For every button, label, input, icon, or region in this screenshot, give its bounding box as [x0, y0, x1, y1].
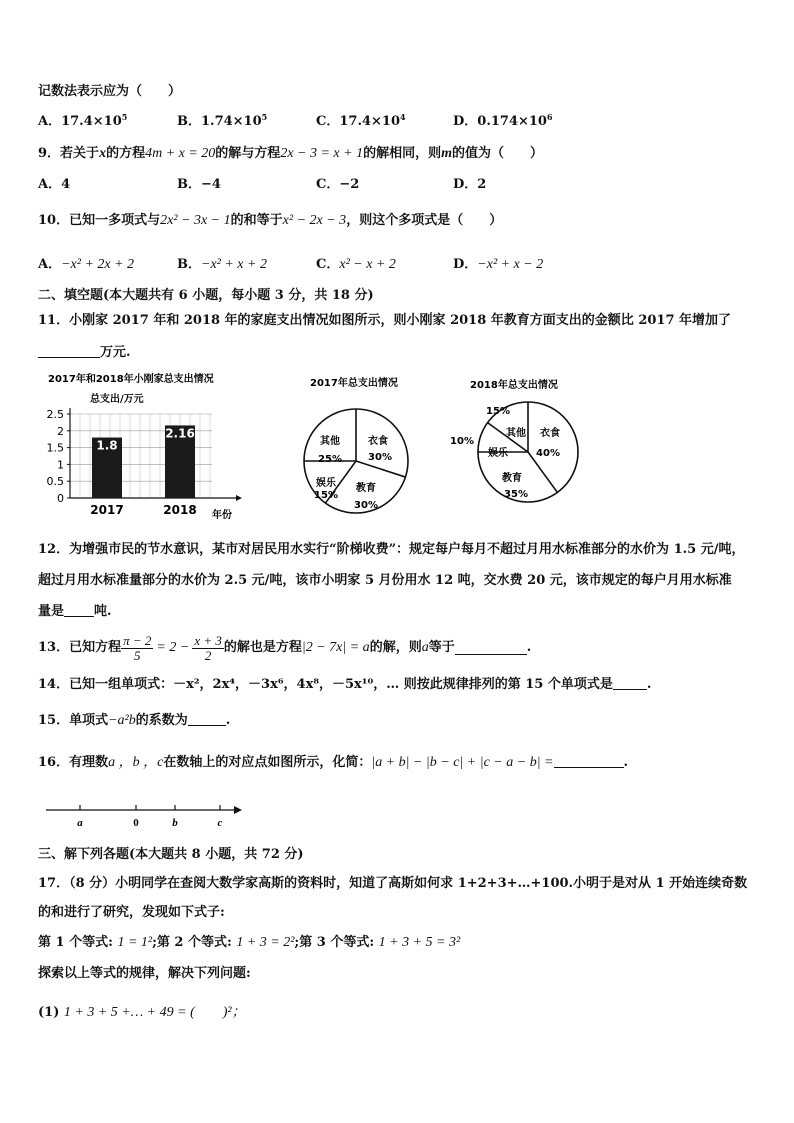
q10-option-b[interactable]: B．−x² + x + 2 [177, 257, 267, 272]
bar-category-label: 2018 [163, 503, 197, 517]
q8-option-d[interactable]: D．$0.174\times 10^6$ [453, 112, 553, 129]
bar-ytick-label: 0.5 [46, 475, 64, 489]
q12-answer-blank[interactable] [64, 604, 94, 617]
pie-slice-pct: 40% [536, 448, 560, 459]
q16-answer-blank[interactable] [554, 755, 624, 768]
q17-line4: 探索以上等式的规律，解决下列问题: [38, 966, 251, 981]
q15-answer-blank[interactable] [188, 713, 226, 726]
bar-ytick-label: 0 [57, 492, 64, 505]
pie-slice-name: 娱乐 [488, 448, 508, 459]
pie-slice-name: 衣食 [368, 436, 388, 447]
bar-ytick-label: 1.5 [46, 441, 64, 455]
q13-stem: 13． 已知方程 $\frac{\pi - 2}{5}$ = 2 − $\frac{x + 3}{2}$ 的解也是方程 |2 − 7x| = a 的解，则 a 等于 . [38, 632, 532, 663]
q17-sub1: (1) 1 + 3 + 5 +… + 49 = ( )²； [38, 1005, 246, 1020]
q8-option-b[interactable]: B．$1.74\times 10^5$ [177, 112, 268, 129]
pie-slice-name: 教育 [502, 473, 522, 484]
bar-ytick-label: 2 [57, 424, 64, 438]
bar-chart-title: 2017年和2018年小刚家总支出情况 [48, 374, 214, 385]
bar-ytick-label: 2.5 [46, 408, 64, 421]
section-2-heading: 二、填空题(本大题共有 6 小题，每小题 3 分，共 18 分) [38, 288, 374, 303]
q14-answer-blank[interactable] [613, 677, 647, 690]
pie-slice-name: 教育 [356, 483, 376, 494]
number-line-label-b: b [172, 817, 178, 829]
q17-equations: 第 1 个等式: 1 = 1²;第 2 个等式: 1 + 3 = 2²;第 3 个等式: 1 + 3 + 5 = 3² [38, 935, 461, 950]
q10-option-a[interactable]: A．−x² + 2x + 2 [38, 257, 135, 272]
bar-chart-xlabel: 年份 [212, 510, 232, 520]
q17-line1: 17．（8 分）小明同学在查阅大数学家高斯的资料时，知道了高斯如何求 1+2+3+…+100.小明于是对从 1 开始连续奇数 [38, 876, 748, 891]
pie-slice-pct: 30% [368, 452, 392, 463]
q10-option-d[interactable]: D．−x² + x − 2 [453, 257, 544, 272]
number-line [44, 800, 244, 830]
q9-option-d[interactable]: D．2 [453, 177, 487, 192]
q10-option-c[interactable]: C．x² − x + 2 [316, 257, 396, 272]
pie-2018-title: 2018年总支出情况 [470, 380, 558, 391]
q16-stem: 16．有理数a ，b ，c在数轴上的对应点如图所示，化简：|a + b| − |b − c| + |c − a − b| = . [38, 755, 629, 770]
pie-chart-2017 [298, 372, 418, 522]
bar-chart [40, 368, 265, 520]
bar-category-label: 2017 [90, 503, 124, 517]
x-axis-arrow-icon [236, 495, 242, 501]
q9-option-b[interactable]: B．−4 [177, 177, 221, 192]
pie-slice-pct: 30% [354, 500, 378, 511]
bar-chart-ylabel: 总支出/万元 [90, 394, 144, 405]
q15-stem: 15．单项式−a²b的系数为 . [38, 713, 231, 728]
number-line-label-a: a [77, 817, 83, 829]
q12-line1: 12．为增强市民的节水意识，某市对居民用水实行“阶梯收费”：规定每户每月不超过月用水标准部分的水价为 1.5 元/吨， [38, 542, 745, 557]
pie-slice-name: 衣食 [540, 428, 560, 439]
q8-option-c[interactable]: C．$17.4\times 10^4$ [316, 112, 406, 129]
pie-chart-2018 [450, 374, 585, 522]
q12-line2: 超过月用水标准量部分的水价为 2.5 元/吨，该市小明家 5 月份用水 12 吨，交水费 20 元，该市规定的每户月用水标准 [38, 573, 732, 588]
bar-value-label: 2.16 [165, 426, 195, 441]
q10-stem: 10．已知一多项式与2x² − 3x − 1的和等于x² − 2x − 3，则这个多项式是（ ） [38, 213, 503, 228]
bar-value-label: 1.8 [96, 438, 118, 453]
pie-2017-title: 2017年总支出情况 [310, 378, 398, 389]
q8-stem-tail: 记数法表示应为（ ） [38, 84, 182, 99]
number-line-label-0: 0 [133, 817, 139, 829]
q8-option-a[interactable]: A．$17.4\times 10^5$ [38, 112, 128, 129]
number-line-label-c: c [217, 817, 223, 829]
pie-slice-pct: 15% [314, 490, 338, 501]
bar-ytick-label: 1 [57, 458, 64, 472]
section-3-heading: 三、解下列各题(本大题共 8 小题，共 72 分) [38, 847, 304, 862]
q11-stem: 11．小刚家 2017 年和 2018 年的家庭支出情况如图所示，则小刚家 2018 年教育方面支出的金额比 2017 年增加了 [38, 313, 732, 328]
pie-slice-pct: 35% [504, 489, 528, 500]
q9-stem: 9．若关于x的方程4m + x = 20的解与方程2x − 3 = x + 1的解相同，则m的值为（ ） [38, 146, 544, 161]
q11-line2: 万元. [38, 344, 131, 362]
pie-slice-name: 其他 [506, 428, 526, 439]
pie-slice-pct: 10% [450, 436, 474, 447]
pie-slice-pct: 15% [486, 406, 510, 417]
q13-answer-blank[interactable] [455, 642, 527, 655]
q11-answer-blank[interactable] [38, 345, 100, 358]
q17-line2: 的和进行了研究，发现如下式子: [38, 905, 225, 920]
q9-option-a[interactable]: A．4 [38, 177, 71, 192]
q9-option-c[interactable]: C．−2 [316, 177, 360, 192]
pie-slice-name: 其他 [320, 436, 340, 447]
q14-stem: 14．已知一组单项式：－x²，2x⁴，－3x⁶，4x⁸，－5x¹⁰，… 则按此规律排列的第 15 个单项式是 . [38, 677, 652, 692]
q12-line3: 量是 吨. [38, 604, 112, 619]
pie-slice-pct: 25% [318, 454, 342, 465]
pie-slice-name: 娱乐 [316, 478, 336, 489]
arrow-right-icon [234, 806, 242, 814]
